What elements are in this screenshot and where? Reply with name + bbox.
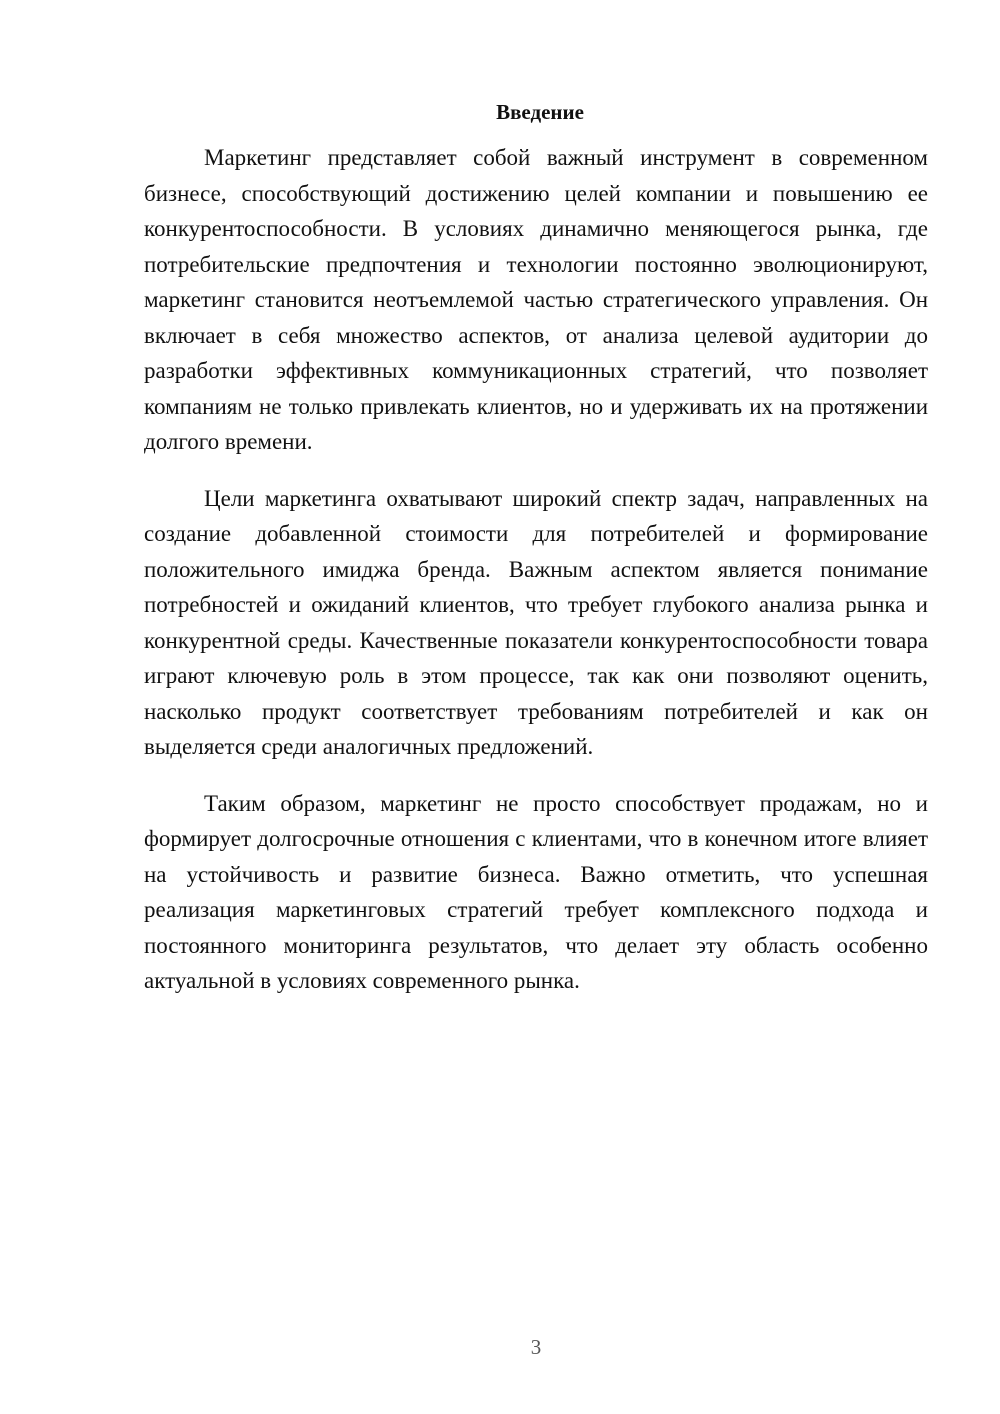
page-content	[144, 96, 928, 1020]
section-title: Введение	[496, 100, 584, 124]
page-number: 3	[530, 1335, 542, 1359]
paragraph-3: Таким образом, маркетинг не просто способствует продажам, но и формирует долгосрочные отношения с клиентами, что в конечном итоге влияет на устойчивость и развитие бизнеса. Важно отметить, что успешная реализация маркетинговых стратегий требует комплексного подхода и постоянного мониторинга результатов, что делает эту область особенно актуальной в условиях современного рынка.	[144, 790, 928, 993]
paragraph-2: Цели маркетинга охватывают широкий спектр задач, направленных на создание добавленной стоимости для потребителей и формирование положительного имиджа бренда. Важным аспектом является понимание потребностей и ожиданий клиентов, что требует глубокого анализа рынка и конкурентной среды. Качественные показатели конкурентоспособности товара играют ключевую роль в этом процессе, так как они позволяют оценить, насколько продукт соответствует требованиям потребителей и как он выделяется среди аналогичных предложений.	[144, 485, 928, 759]
paragraph-1: Маркетинг представляет собой важный инструмент в современном бизнесе, способствующий достижению целей компании и повышению ее конкурентоспособности. В условиях динамично меняющегося рынка, где потребительские предпочтения и технологии постоянно эволюционируют, маркетинг становится неотъемлемой частью стратегического управления. Он включает в себя множество аспектов, от анализа целевой аудитории до разработки эффективных коммуникационных стратегий, что позволяет компаниям не только привлекать клиентов, но и удерживать их на протяжении долгого времени.	[144, 145, 928, 454]
